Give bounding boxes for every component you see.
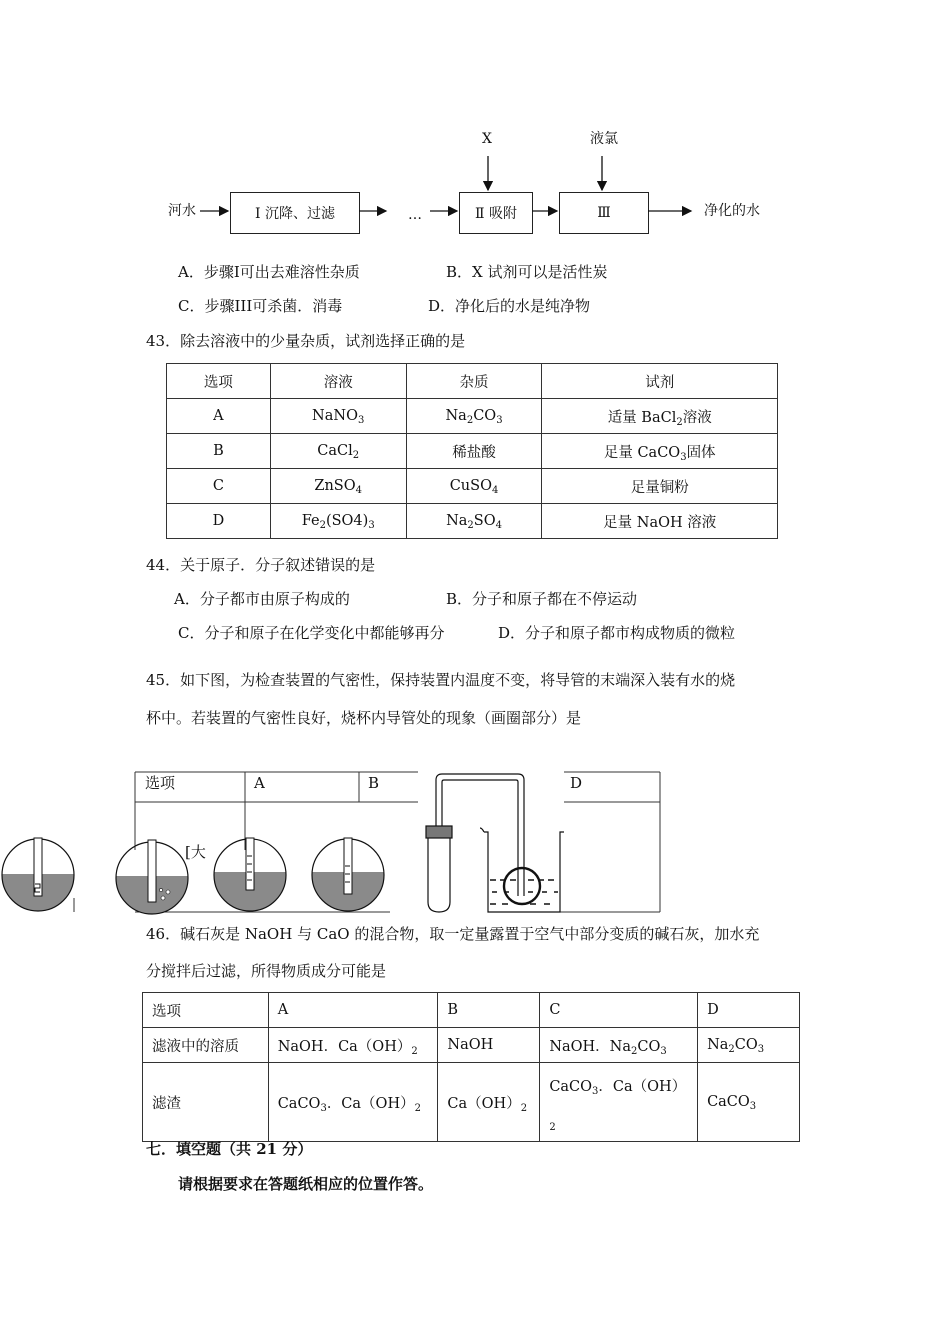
q45-header-b: B bbox=[368, 774, 380, 792]
purified-water-label: 净化的水 bbox=[704, 203, 760, 219]
q43-header-impurity: 杂质 bbox=[406, 364, 542, 399]
q43-row-d-impurity: $Na_2SO_4$ bbox=[406, 504, 542, 539]
q42-option-b: B．X 试剂可以是活性炭 bbox=[446, 263, 608, 281]
q44-option-b: B．分子和原子都在不停运动 bbox=[446, 590, 638, 608]
q45-header-d: D bbox=[570, 774, 583, 792]
q43-row-b-reagent: 足量 CaCO$_3$固体 bbox=[542, 434, 778, 469]
option-c-circle bbox=[210, 838, 300, 912]
q46-residue-d: CaCO$_3$ bbox=[698, 1063, 800, 1142]
q42-option-d: D．净化后的水是纯净物 bbox=[428, 297, 591, 315]
ellipsis: … bbox=[408, 207, 422, 223]
q45-text-fragment: [大 bbox=[185, 843, 206, 861]
table-row bbox=[167, 399, 778, 434]
q43-row-c-solution: ZnSO$_4$ bbox=[270, 469, 406, 504]
step3-label: Ⅲ bbox=[597, 205, 611, 221]
table-row bbox=[167, 434, 778, 469]
q43-row-b-impurity: 稀盐酸 bbox=[406, 434, 542, 469]
table-row bbox=[167, 469, 778, 504]
q43-row-c-reagent: 足量铜粉 bbox=[542, 469, 778, 504]
q46-header-b: B bbox=[438, 993, 540, 1028]
x-reagent-label: X bbox=[482, 131, 492, 147]
section7-instruction: 请根据要求在答题纸相应的位置作答。 bbox=[178, 1175, 434, 1193]
q43-header-reagent: 试剂 bbox=[542, 364, 778, 399]
q43-header-solution: 溶液 bbox=[270, 364, 406, 399]
q43-header-option: 选项 bbox=[167, 364, 271, 399]
q46-header-a: A bbox=[268, 993, 438, 1028]
liquid-chlorine-label: 液氯 bbox=[590, 131, 618, 147]
q46-header-d: D bbox=[698, 993, 800, 1028]
q45-header-a: A bbox=[254, 774, 265, 792]
q43-row-d-option: D bbox=[167, 504, 271, 539]
q46-filtrate-label: 滤液中的溶质 bbox=[143, 1028, 269, 1063]
q43-row-b-option: B bbox=[167, 434, 271, 469]
q42-option-a: A．步骤Ⅰ可出去难溶性杂质 bbox=[178, 263, 360, 281]
q46-question-line1: 46．碱石灰是 NaOH 与 CaO 的混合物，取一定量露置于空气中部分变质的碱石灰，加水充 bbox=[146, 925, 760, 943]
q42-option-c: C．步骤III可杀菌．消毒 bbox=[178, 297, 343, 315]
option-a-circle bbox=[0, 838, 80, 914]
section7-title: 七．填空题（共 21 分） bbox=[146, 1140, 313, 1158]
table-row bbox=[143, 1063, 800, 1142]
q44-option-a: A．分子都市由原子构成的 bbox=[174, 590, 350, 608]
q46-filtrate-c: NaOH．$Na_2CO_3$ bbox=[540, 1028, 698, 1063]
table-row bbox=[143, 1028, 800, 1063]
q43-row-a-impurity: $Na_2CO_3$ bbox=[406, 399, 542, 434]
option-d-circle bbox=[310, 838, 400, 912]
q43-row-c-impurity: CuSO$_4$ bbox=[406, 469, 542, 504]
q46-table bbox=[142, 992, 800, 1142]
q44-option-d: D．分子和原子都市构成物质的微粒 bbox=[498, 624, 736, 642]
q45-header-option: 选项 bbox=[145, 774, 176, 792]
q46-header-option: 选项 bbox=[143, 993, 269, 1028]
q46-residue-b: $Ca(OH)_2$ bbox=[438, 1063, 540, 1142]
q43-question: 43．除去溶液中的少量杂质，试剂选择正确的是 bbox=[146, 332, 466, 350]
table-row bbox=[167, 504, 778, 539]
q45-option-circles bbox=[0, 820, 400, 920]
step2-label: Ⅱ 吸附 bbox=[475, 206, 517, 222]
river-water-label: 河水 bbox=[168, 203, 196, 219]
q46-filtrate-b: NaOH bbox=[438, 1028, 540, 1063]
q43-table bbox=[166, 363, 778, 539]
q43-row-a-solution: NaNO$_3$ bbox=[270, 399, 406, 434]
option-b-circle bbox=[110, 840, 200, 916]
q46-residue-c: CaCO$_3$．Ca（OH） $_2$ bbox=[540, 1063, 698, 1142]
q43-row-a-reagent: 适量 BaCl$_2$溶液 bbox=[542, 399, 778, 434]
q44-question: 44．关于原子．分子叙述错误的是 bbox=[146, 556, 376, 574]
step1-label: Ⅰ 沉降、过滤 bbox=[255, 206, 335, 222]
q43-row-c-option: C bbox=[167, 469, 271, 504]
q46-filtrate-a: NaOH．$Ca(OH)_2$ bbox=[268, 1028, 438, 1063]
q45-apparatus-figure bbox=[410, 770, 583, 920]
q45-question-line1: 45．如下图，为检查装置的气密性，保持装置内温度不变，将导管的末端深入装有水的烧 bbox=[146, 671, 736, 689]
q43-row-d-reagent: 足量 NaOH 溶液 bbox=[542, 504, 778, 539]
q46-question-line2: 分搅拌后过滤，所得物质成分可能是 bbox=[146, 962, 387, 980]
q45-question-line2: 杯中。若装置的气密性良好，烧杯内导管处的现象（画圈部分）是 bbox=[146, 709, 582, 727]
flow-arrows bbox=[0, 0, 950, 260]
q43-row-d-solution: $Fe_2(SO4)_3$ bbox=[270, 504, 406, 539]
q43-row-a-option: A bbox=[167, 399, 271, 434]
q43-row-b-solution: CaCl$_2$ bbox=[270, 434, 406, 469]
q44-option-c: C．分子和原子在化学变化中都能够再分 bbox=[178, 624, 445, 642]
q46-header-c: C bbox=[540, 993, 698, 1028]
q46-residue-label: 滤渣 bbox=[143, 1063, 269, 1142]
q46-filtrate-d: $Na_2CO_3$ bbox=[698, 1028, 800, 1063]
q46-residue-a: CaCO$_3$．$Ca(OH)_2$ bbox=[268, 1063, 438, 1142]
